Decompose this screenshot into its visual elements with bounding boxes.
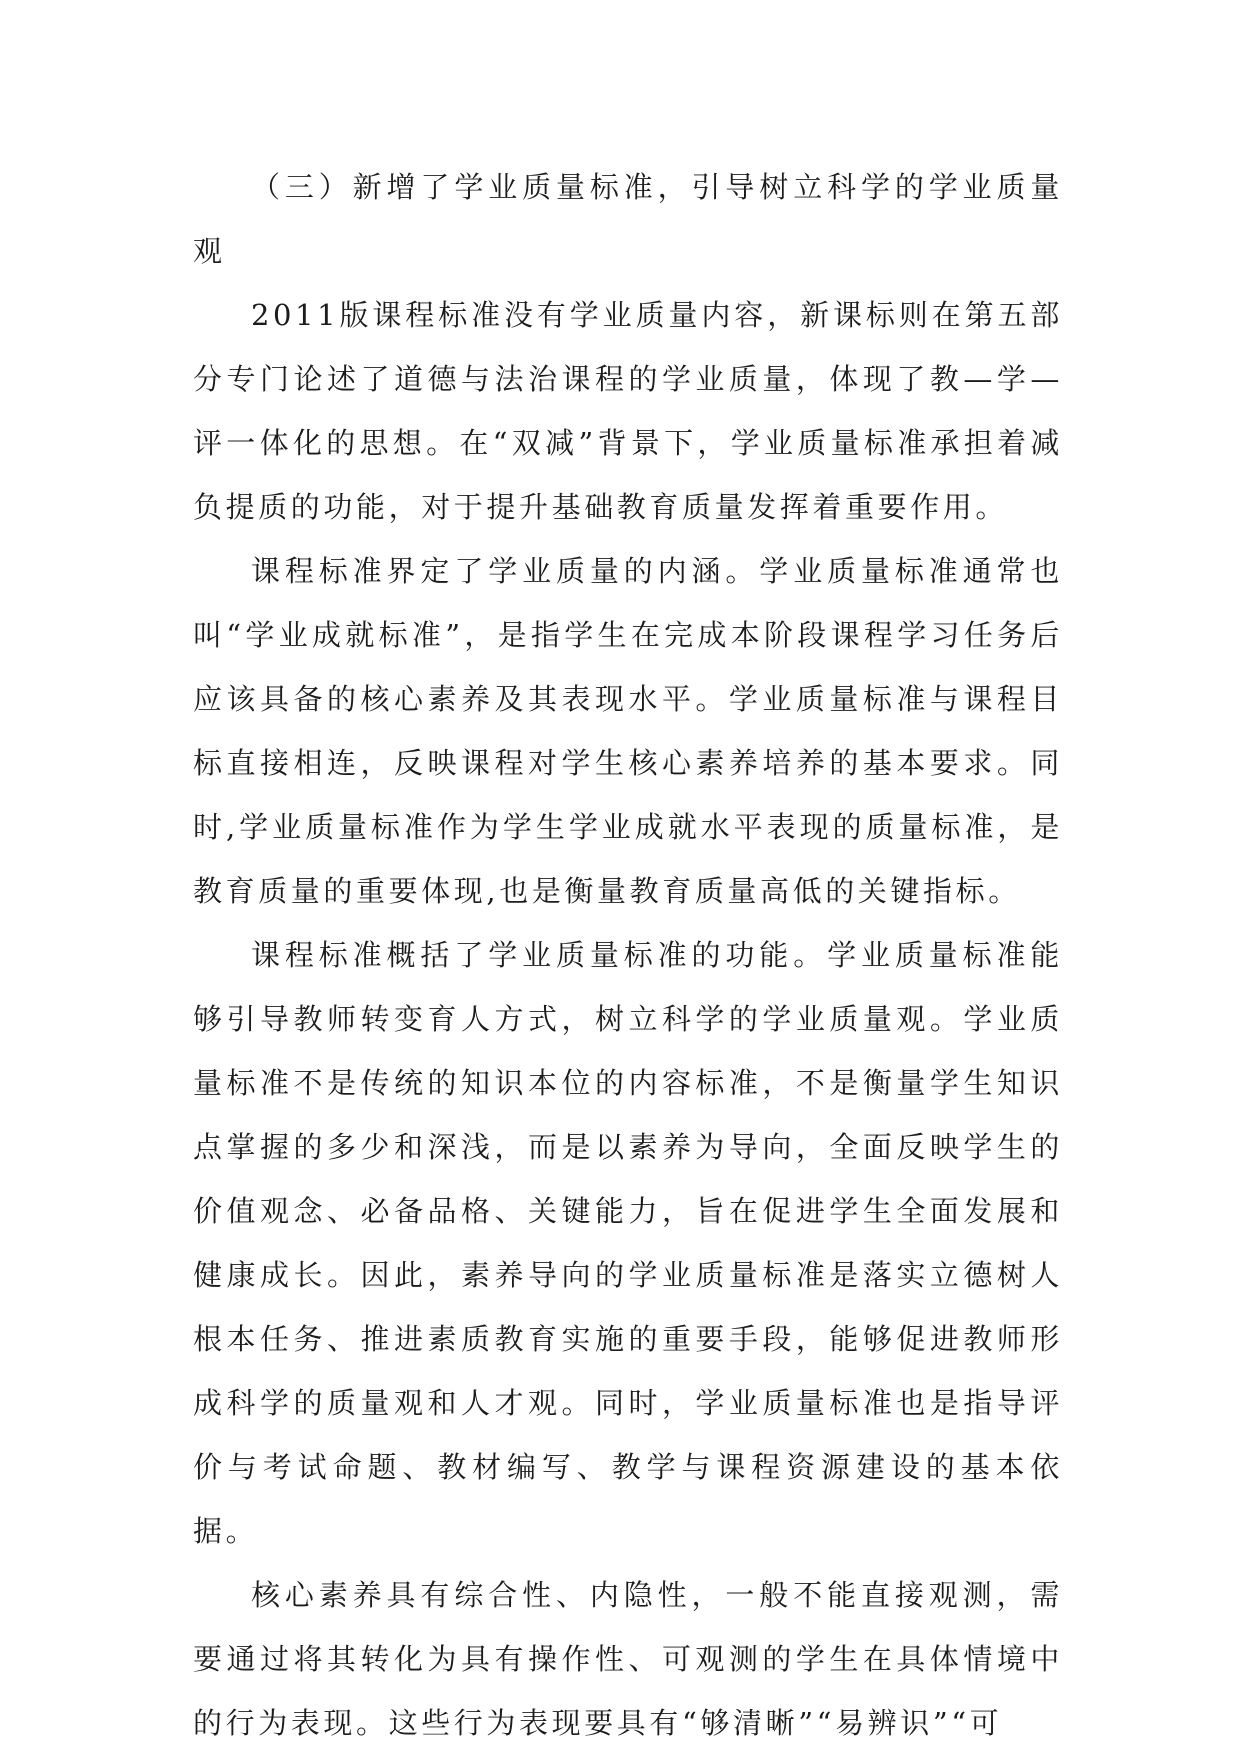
paragraph: 2011版课程标准没有学业质量内容，新课标则在第五部分专门论述了道德与法治课程的学业质量，体现了教—学—评一体化的思想。在“双减”背景下，学业质量标准承担着减负提质的功能，对于提升基础教育质量发挥着重要作用。 <box>193 298 1063 524</box>
paragraph: 核心素养具有综合性、内隐性，一般不能直接观测，需要通过将其转化为具有操作性、可观测的学生在具体情境中的行为表现。这些行为表现要具有“够清晰”“易辨识”“可 <box>193 1578 1063 1740</box>
paragraph: 课程标准界定了学业质量的内涵。学业质量标准通常也叫“学业成就标准”，是指学生在完成本阶段课程学习任务后应该具备的核心素养及其表现水平。学业质量标准与课程目标直接相连，反映课程对学生核心素养培养的基本要求。同时,学业质量标准作为学生学业成就水平表现的质量标准，是教育质量的重要体现,也是衡量教育质量高低的关键指标。 <box>193 554 1063 908</box>
section-heading: （三）新增了学业质量标准，引导树立科学的学业质量观 <box>193 170 1063 268</box>
paragraph: 课程标准概括了学业质量标准的功能。学业质量标准能够引导教师转变育人方式，树立科学的学业质量观。学业质量标准不是传统的知识本位的内容标准，不是衡量学生知识点掌握的多少和深浅，而是以素养为导向，全面反映学生的价值观念、必备品格、关键能力，旨在促进学生全面发展和健康成长。因此，素养导向的学业质量标准是落实立德树人根本任务、推进素质教育实施的重要手段，能够促进教师形成科学的质量观和人才观。同时，学业质量标准也是指导评价与考试命题、教材编写、教学与课程资源建设的基本依据。 <box>193 938 1063 1548</box>
document-body <box>193 155 1063 1755</box>
